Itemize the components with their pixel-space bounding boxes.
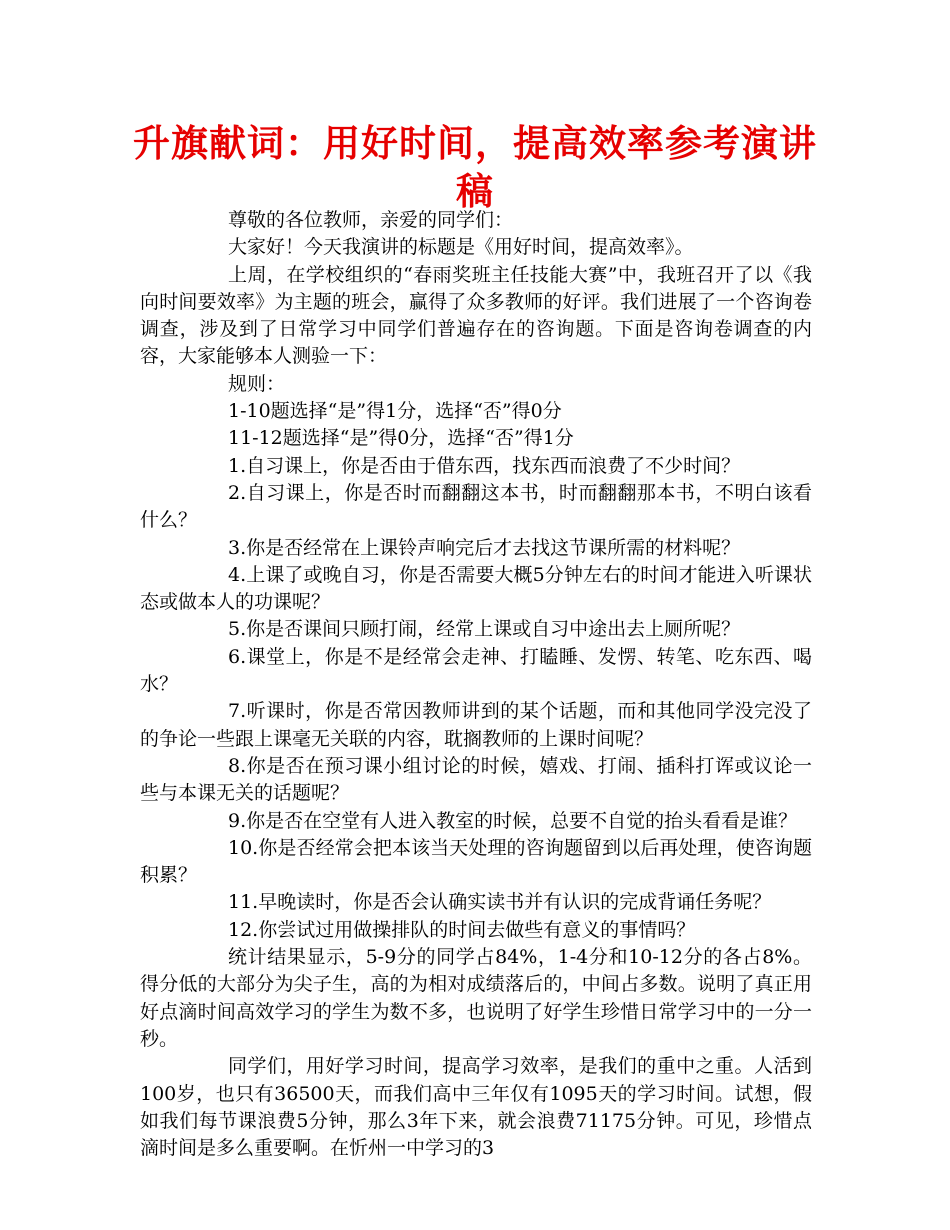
paragraph: 11-12题选择“是”得0分，选择“否”得1分 xyxy=(228,427,574,450)
question-item: 11.早晚读时，你是否会认确实读书并有认识的完成背诵任务呢？ xyxy=(228,891,772,914)
question-item: 3.你是否经常在上课铃声响完后才去找这节课所需的材料呢？ xyxy=(228,536,741,559)
question-item: 7.听课时，你是否常因教师讲到的某个话题，而和其他同学没完没了的争论一些跟上课毫无关联的内容，耽搁教师的上课时间呢？ xyxy=(140,700,812,750)
document-title: 升旗献词：用好时间，提高效率参考演讲稿 xyxy=(133,122,817,213)
question-item: 10.你是否经常会把本该当天处理的咨询题留到以后再处理，使咨询题积累？ xyxy=(140,836,812,887)
paragraph: 上周，在学校组织的“春雨奖班主任技能大赛”中，我班召开了以《我向时间要效率》为主题的班会，赢得了众多教师的好评。我们进展了一个咨询卷调查，涉及到了日常学习中同学们普遍存在的咨询题。下面是咨询卷调查的内容，大家能够本人测验一下： xyxy=(140,263,812,368)
document-body xyxy=(140,207,812,1162)
question-item: 12.你尝试过用做操排队的时间去做些有意义的事情吗？ xyxy=(228,918,696,941)
paragraph: 统计结果显示，5-9分的同学占84%，1-4分和10-12分的各占8%。得分低的大部分为尖子生，高的为相对成绩落后的，中间占多数。说明了真正用好点滴时间高效学习的学生为数不多，也说明了好学生珍惜日常学习中的一分一秒。 xyxy=(140,946,812,1050)
paragraph: 同学们，用好学习时间，提高学习效率，是我们的重中之重。人活到100岁，也只有36500天，而我们高中三年仅有1095天的学习时间。试想，假如我们每节课浪费5分钟，那么3年下来，就会浪费71175分钟。可见，珍惜点滴时间是多么重要啊。在忻州一中学习的3 xyxy=(140,1055,812,1160)
paragraph: 大家好！今天我演讲的标题是《用好时间，提高效率》。 xyxy=(228,236,694,259)
question-item: 8.你是否在预习课小组讨论的时候，嬉戏、打闹、插科打诨或议论一些与本课无关的话题呢？ xyxy=(140,754,812,805)
paragraph: 尊敬的各位教师，亲爱的同学们： xyxy=(228,209,514,231)
question-item: 6.课堂上，你是不是经常会走神、打瞌睡、发愣、转笔、吃东西、喝水？ xyxy=(140,645,812,696)
question-item: 4.上课了或晚自习，你是否需要大概5分钟左右的时间才能进入听课状态或做本人的功课呢？ xyxy=(140,563,812,614)
paragraph: 1-10题选择“是”得1分，选择“否”得0分 xyxy=(228,400,562,423)
question-item: 1.自习课上，你是否由于借东西，找东西而浪费了不少时间？ xyxy=(228,454,741,477)
question-item: 9.你是否在空堂有人进入教室的时候，总要不自觉的抬头看看是谁？ xyxy=(228,809,798,832)
question-item: 5.你是否课间只顾打闹，经常上课或自习中途出去上厕所呢？ xyxy=(228,618,741,641)
paragraph: 规则： xyxy=(228,372,286,395)
question-item: 2.自习课上，你是否时而翻翻这本书，时而翻翻那本书，不明白该看什么？ xyxy=(140,481,812,532)
